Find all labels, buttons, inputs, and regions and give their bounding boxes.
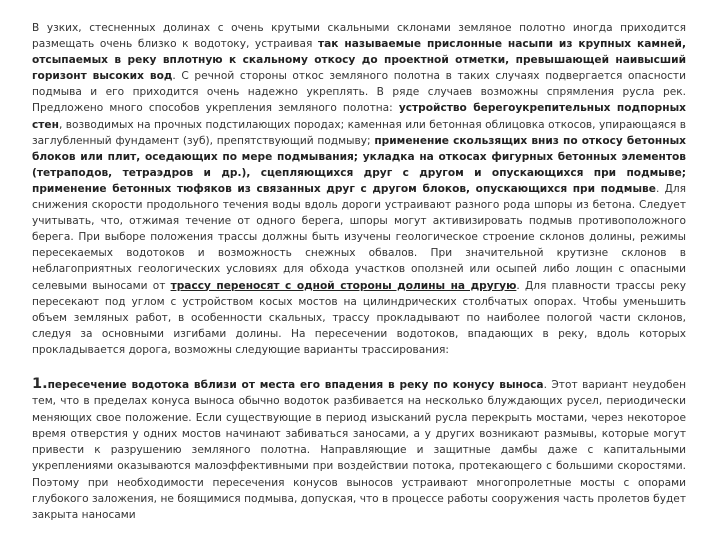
intro-text: , возводимых на прочных подстилающих породах; каменная или бетонная облицовка откосов, упирающаяся в заглубленный фундамент (зуб), препятствующий подмыву; <box>32 118 686 147</box>
intro-paragraph <box>32 20 686 358</box>
intro-text: . Для плавности трассы реку пересекают под углом с устройством косых мостов на цилиндрических столбчатых опорах. Чтобы уменьшить объем земляных работ, в особенности скальных, трассу прокладывают по наиболее пологой части склонов, следуя за основными изгибами долины. На пересечении водотоков, впадающих в реку, вдоль которых прокладывается дорога, возможны следующие варианты трассирования: <box>32 279 686 356</box>
intro-text: . Для снижения скорости продольного течения воды вдоль дороги устраивают разного рода шпоры из бетона. Следует учитывать, что, отжимая течение от одного берега, шпоры могут активизировать подмыв противоположного берега. При выборе положения трассы должны быть изучены геологическое строение склонов долины, режимы пересекаемых водотоков и возможность снежных обвалов. При значительной крутизне склонов в неблагоприятных геологических условиях для обхода участков оползней или осыпей либо лощин с опасными селевыми выносами от <box>32 182 687 292</box>
variant-body: . Этот вариант неудобен тем, что в пределах конуса выноса обычно водоток разбивается на несколько блуждающих русел, периодически меняющих свое положение. Если существующие в период изысканий русла перекрыть мостами, через некоторое время отверстия у одних мостов начинают забиваться заносами, а у других возникают размывы, которые могут привести к разрушению земляного полотна. Направляющие и защитные дамбы даже с капитальными укреплениями оказываются малоэффективными при воздействии потока, протекающего с большими скоростями. Поэтому при необходимости пересечения конусов выносов устраивают многопролетные мосты с опорами глубокого заложения, не боящимися подмыва, допуская, что в процессе работы сооружения часть пролетов будет закрыта наносами <box>32 379 687 522</box>
concrete-blocks-term: применение скользящих вниз по откосу бетонных блоков или плит, оседающих по мере подмывания; укладка на откосах фигурных бетонных элементов (тетраподов, тетраэдров и др.), сцепляющихся друг с другом и опускающихся при подмыве; применение бетонных тюфяков из связанных друг с другом блоков, опускающихся при подмыве <box>32 134 686 195</box>
variant-number: 1. <box>32 376 48 392</box>
intro-text: В узких, стесненных долинах с очень крутыми скальными склонами земляное полотно иногда приходится размещать очень близко к водотоку, устраивая <box>32 22 686 51</box>
rock-fill-embankment-term: так называемые прислонные насыпи из крупных камней, отсыпаемых в реку вплотную к скальному откосу до проектной отметки, превышающей наивысший горизонт высоких вод <box>32 38 686 83</box>
variant-heading: пересечение водотока вблизи от места его впадения в реку по конусу выноса <box>47 379 544 391</box>
retaining-walls-term: устройство берегоукрепительных подпорных стен <box>32 102 686 131</box>
variant-paragraph <box>32 376 686 524</box>
route-transfer-term: трассу переносят с одной стороны долины на другую <box>170 279 517 292</box>
intro-text: . С речной стороны откос земляного полотна в таких случаях подвергается опасности подмыва и его приходится очень надежно укреплять. В ряде случаев возможны спрямления русла рек. Предложено много способов укрепления земляного полотна: <box>32 70 686 115</box>
